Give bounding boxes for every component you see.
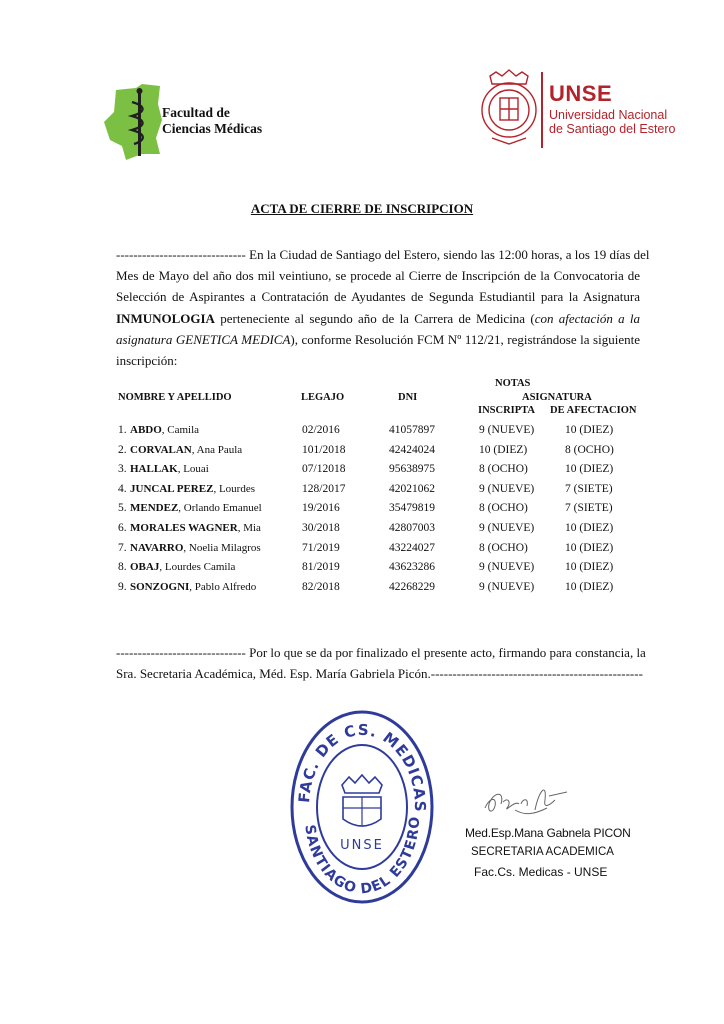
- grade-inscripta: 9 (NUEVE): [479, 522, 535, 534]
- student-given-name: , Louai: [177, 463, 209, 476]
- intro-line-3: Selección de Aspirantes a Contratación de Ayudantes de Segunda Estudiantil para la Asignatura: [116, 289, 640, 305]
- student-legajo: 30/2018: [302, 522, 340, 534]
- student-given-name: , Pablo Alfredo: [189, 580, 257, 593]
- grade-afectacion: 7 (SIETE): [565, 482, 613, 495]
- student-given-name: , Lourdes Camila: [159, 561, 236, 574]
- intro-line-5-rest: ), conforme Resolución FCM Nº 112/21, registrándose la siguiente: [290, 331, 640, 347]
- row-number: 6.: [118, 522, 127, 534]
- student-legajo: 81/2019: [302, 561, 340, 574]
- grade-inscripta: 9 (NUEVE): [479, 424, 535, 436]
- signatory-name: Med.Esp.Mana Gabnela PICON: [465, 826, 631, 840]
- header-legajo: LEGAJO: [301, 392, 345, 403]
- student-name: [130, 542, 261, 554]
- grade-afectacion: 10 (DIEZ): [565, 424, 614, 436]
- student-dni: 42268229: [389, 580, 435, 593]
- closing-line-2: Sra. Secretaria Académica, Méd. Esp. María Gabriela Picón.-------------------------------------------------: [116, 666, 643, 682]
- grade-inscripta: 8 (OCHO): [479, 463, 528, 476]
- stamp-text-bottom: SANTIAGO DEL ESTERO: [301, 815, 424, 898]
- student-legajo: 02/2016: [302, 424, 340, 436]
- row-number: 8.: [118, 561, 127, 574]
- student-dni: 41057897: [389, 424, 435, 436]
- signatory-role: SECRETARIA ACADEMICA: [471, 846, 614, 858]
- student-legajo: 101/2018: [302, 443, 346, 456]
- grade-inscripta: 9 (NUEVE): [479, 580, 535, 593]
- intro-line-1: ------------------------------ En la Ciudad de Santiago del Estero, siendo las 12:00 horas, a los 19 días del: [116, 247, 650, 262]
- grade-inscripta: 10 (DIEZ): [479, 443, 528, 456]
- subject-name: INMUNOLOGIA: [116, 310, 215, 326]
- header-dni: DNI: [398, 392, 418, 403]
- intro-line-4-italic: con afectación a la: [534, 310, 641, 326]
- student-name: [130, 424, 199, 436]
- student-dni: 42424024: [389, 443, 435, 456]
- header-name: NOMBRE Y APELLIDO: [118, 392, 232, 403]
- intro-line-5: [116, 329, 640, 350]
- student-legajo: 71/2019: [302, 541, 340, 554]
- intro-line-5-italic: asignatura GENETICA MEDICA: [116, 331, 291, 347]
- row-number: 4.: [118, 482, 127, 495]
- unse-divider: [541, 72, 543, 148]
- row-number: 3.: [118, 463, 127, 476]
- student-name: [130, 483, 255, 495]
- student-legajo: 82/2018: [302, 580, 340, 593]
- grade-afectacion: 8 (OCHO): [565, 443, 614, 456]
- student-surname: CORVALAN: [130, 443, 192, 456]
- student-name: [130, 581, 256, 593]
- grade-afectacion: 10 (DIEZ): [565, 561, 614, 574]
- student-given-name: , Noelia Milagros: [183, 541, 261, 554]
- student-name: [130, 463, 209, 475]
- document-title: ACTA DE CIERRE DE INSCRIPCION: [250, 201, 474, 216]
- student-surname: JUNCAL PEREZ: [130, 482, 214, 495]
- stamp-center-text: UNSE: [340, 838, 384, 853]
- faculty-stamp: [287, 707, 437, 907]
- student-given-name: , Ana Paula: [191, 443, 243, 456]
- student-surname: MENDEZ: [130, 502, 179, 515]
- student-legajo: 128/2017: [302, 482, 346, 495]
- student-given-name: , Camila: [161, 424, 200, 436]
- grade-afectacion: 10 (DIEZ): [565, 580, 614, 593]
- student-surname: SONZOGNI: [130, 580, 190, 593]
- grade-afectacion: 7 (SIETE): [565, 502, 613, 515]
- student-surname: HALLAK: [130, 463, 178, 476]
- student-name: [130, 444, 242, 456]
- stamp-text-top: FAC. DE CS. MEDICAS: [295, 720, 430, 813]
- student-name: [130, 522, 261, 534]
- student-dni: 42807003: [389, 522, 435, 534]
- faculty-logo-line-1: Facultad de: [162, 105, 230, 120]
- student-legajo: 19/2016: [302, 502, 340, 515]
- intro-line-6: inscripción:: [116, 353, 178, 369]
- header-afectacion: DE AFECTACION: [550, 405, 637, 416]
- student-given-name: , Mia: [237, 522, 261, 534]
- grade-inscripta: 8 (OCHO): [479, 541, 528, 554]
- student-legajo: 07/12018: [302, 463, 346, 476]
- row-number: 7.: [118, 541, 127, 554]
- grade-inscripta: 9 (NUEVE): [479, 482, 535, 495]
- student-dni: 43623286: [389, 561, 435, 574]
- grade-afectacion: 10 (DIEZ): [565, 541, 614, 554]
- unse-acronym: UNSE: [549, 81, 613, 106]
- intro-line-2: Mes de Mayo del año dos mil veintiuno, se procede al Cierre de Inscripción de la Convocatoria de: [116, 268, 640, 284]
- student-given-name: , Orlando Emanuel: [178, 502, 262, 515]
- unse-crest-logo: [478, 68, 540, 146]
- faculty-logo-text: [162, 105, 262, 137]
- grade-afectacion: 10 (DIEZ): [565, 522, 614, 534]
- student-surname: OBAJ: [130, 561, 160, 574]
- student-dni: 43224027: [389, 541, 435, 554]
- student-surname: MORALES WAGNER: [130, 522, 238, 534]
- student-dni: 42021062: [389, 482, 435, 495]
- row-number: 1.: [118, 424, 127, 436]
- student-surname: NAVARRO: [130, 541, 184, 554]
- student-given-name: , Lourdes: [213, 482, 255, 495]
- signatory-org: Fac.Cs. Medicas - UNSE: [474, 865, 608, 879]
- faculty-logo-line-2: Ciencias Médicas: [162, 121, 263, 136]
- row-number: 9.: [118, 580, 127, 593]
- row-number: 2.: [118, 443, 127, 456]
- student-surname: ABDO: [130, 424, 162, 436]
- unse-name-line-2: de Santiago del Estero: [549, 122, 676, 136]
- grade-afectacion: 10 (DIEZ): [565, 463, 614, 476]
- intro-paragraph: [116, 244, 650, 371]
- unse-name-line-1: Universidad Nacional: [549, 108, 668, 122]
- student-name: [130, 502, 262, 514]
- student-dni: 35479819: [389, 502, 435, 515]
- intro-line-4-middle: perteneciente al segundo año de la Carrera de Medicina (: [214, 310, 535, 326]
- grade-inscripta: 9 (NUEVE): [479, 561, 535, 574]
- student-dni: 95638975: [389, 463, 435, 476]
- handwritten-signature: [475, 770, 585, 825]
- closing-line-1: ------------------------------ Por lo que se da por finalizado el presente acto, firmando para constancia, la: [116, 645, 646, 660]
- header-asignatura: ASIGNATURA: [522, 392, 592, 403]
- row-number: 5.: [118, 502, 127, 515]
- header-inscripta: INSCRIPTA: [478, 405, 535, 416]
- closing-paragraph: [116, 642, 646, 684]
- intro-line-4: [116, 308, 640, 329]
- student-name: [130, 561, 235, 573]
- grade-inscripta: 8 (OCHO): [479, 502, 528, 515]
- header-notas: NOTAS: [495, 378, 531, 389]
